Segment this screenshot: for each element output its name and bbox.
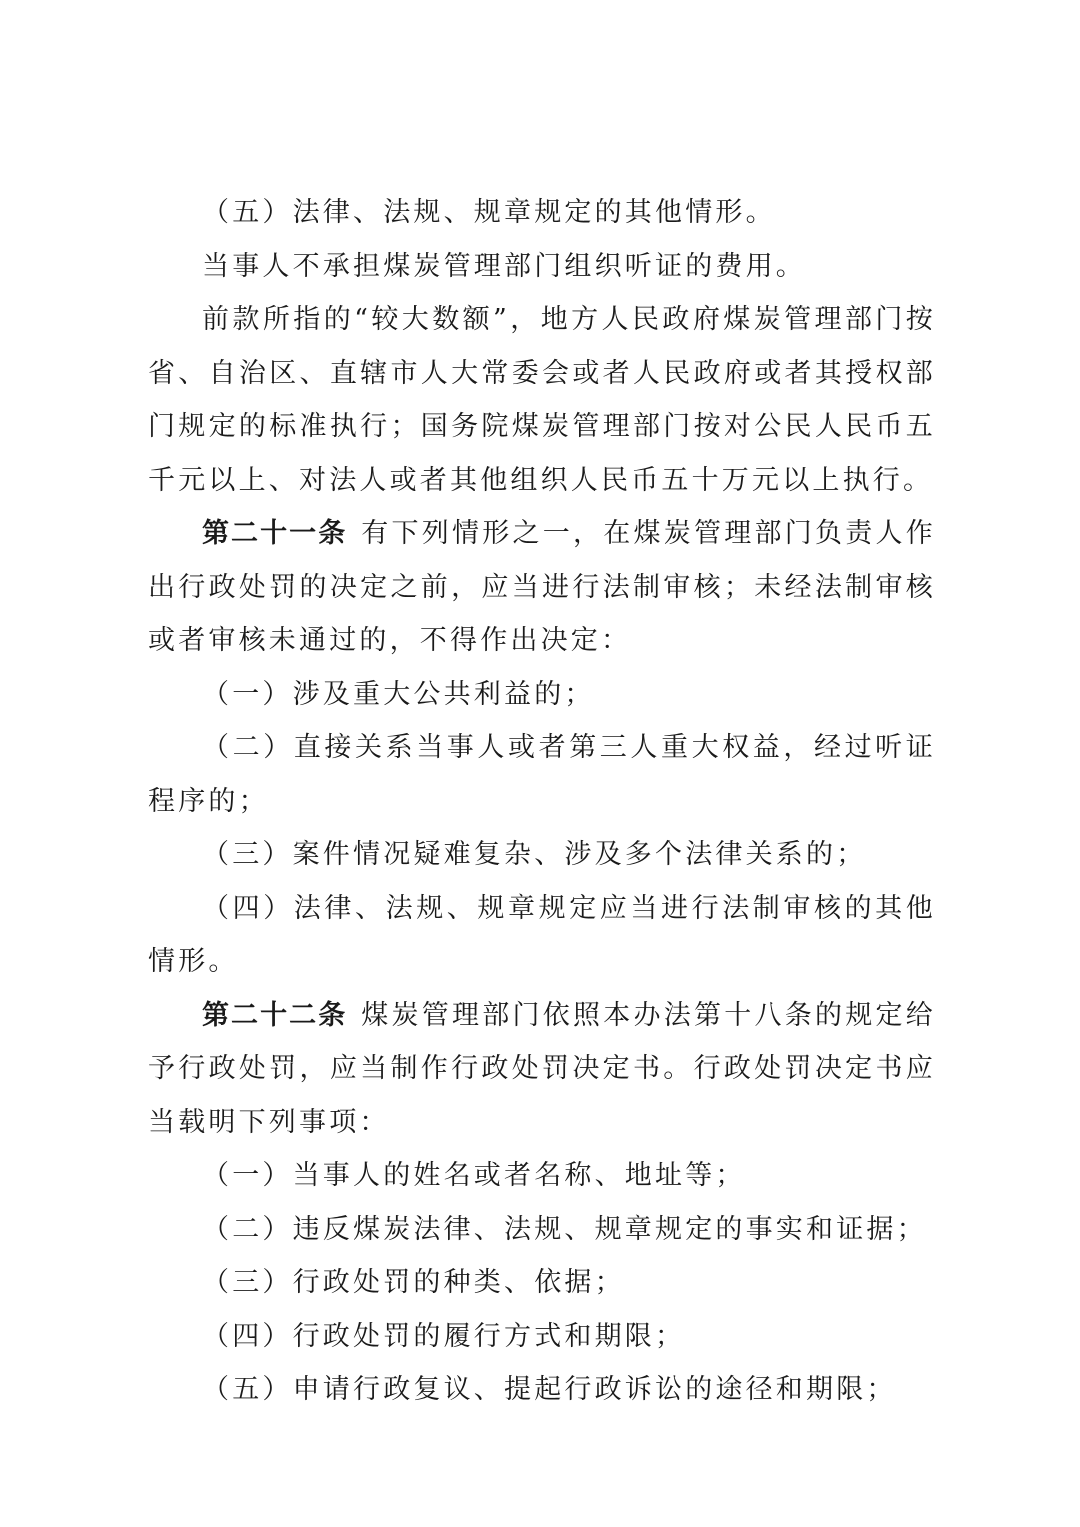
article-21-item-3: [148, 828, 936, 882]
article-22-item-2: [148, 1203, 936, 1257]
article-22-label: 第二十二条: [202, 999, 348, 1031]
paragraph-text: （二）直接关系当事人或者第三人重大权益，经过听证程序的；: [148, 732, 936, 817]
paragraph-item-5-other: [148, 186, 936, 240]
paragraph-text: （三）案件情况疑难复杂、涉及多个法律关系的；: [202, 839, 867, 870]
paragraph-text: （五）申请行政复议、提起行政诉讼的途径和期限；: [202, 1374, 897, 1405]
paragraph-text: （三）行政处罚的种类、依据；: [202, 1267, 625, 1298]
paragraph-text: （二）违反煤炭法律、法规、规章规定的事实和证据；: [202, 1213, 927, 1245]
article-21: [148, 507, 936, 668]
paragraph-text: 当事人不承担煤炭管理部门组织听证的费用。: [202, 250, 806, 282]
paragraph-text: 前款所指的“较大数额”，地方人民政府煤炭管理部门按省、自治区、直辖市人大常委会或者人民政府或者其授权部门规定的标准执行；国务院煤炭管理部门按对公民人民币五千元以上、对法人或者其他组织人民币五十万元以上执行。: [148, 304, 936, 496]
paragraph-text: （一）涉及重大公共利益的；: [202, 678, 595, 710]
article-22-item-1: [148, 1149, 936, 1203]
article-22-item-4: [148, 1310, 936, 1364]
paragraph-large-amount: [148, 293, 936, 507]
document-body: [148, 186, 936, 1417]
article-22-item-3: [148, 1256, 936, 1310]
article-21-item-4: [148, 882, 936, 989]
paragraph-text: （五）法律、法规、规章规定的其他情形。: [202, 197, 776, 228]
paragraph-text: （一）当事人的姓名或者名称、地址等；: [202, 1160, 746, 1191]
article-21-item-2: [148, 721, 936, 828]
paragraph-text: （四）法律、法规、规章规定应当进行法制审核的其他情形。: [148, 892, 936, 977]
article-22: [148, 989, 936, 1150]
article-21-item-1: [148, 668, 936, 722]
article-21-label: 第二十一条: [202, 518, 348, 549]
article-22-item-5: [148, 1363, 936, 1417]
paragraph-hearing-cost: [148, 240, 936, 294]
paragraph-text: 煤炭管理部门依照本办法第十八条的规定给予行政处罚，应当制作行政处罚决定书。行政处罚决定书应当载明下列事项：: [148, 999, 936, 1138]
paragraph-text: （四）行政处罚的履行方式和期限；: [202, 1320, 686, 1352]
paragraph-text: 有下列情形之一，在煤炭管理部门负责人作出行政处罚的决定之前，应当进行法制审核；未经法制审核或者审核未通过的，不得作出决定：: [148, 518, 936, 656]
